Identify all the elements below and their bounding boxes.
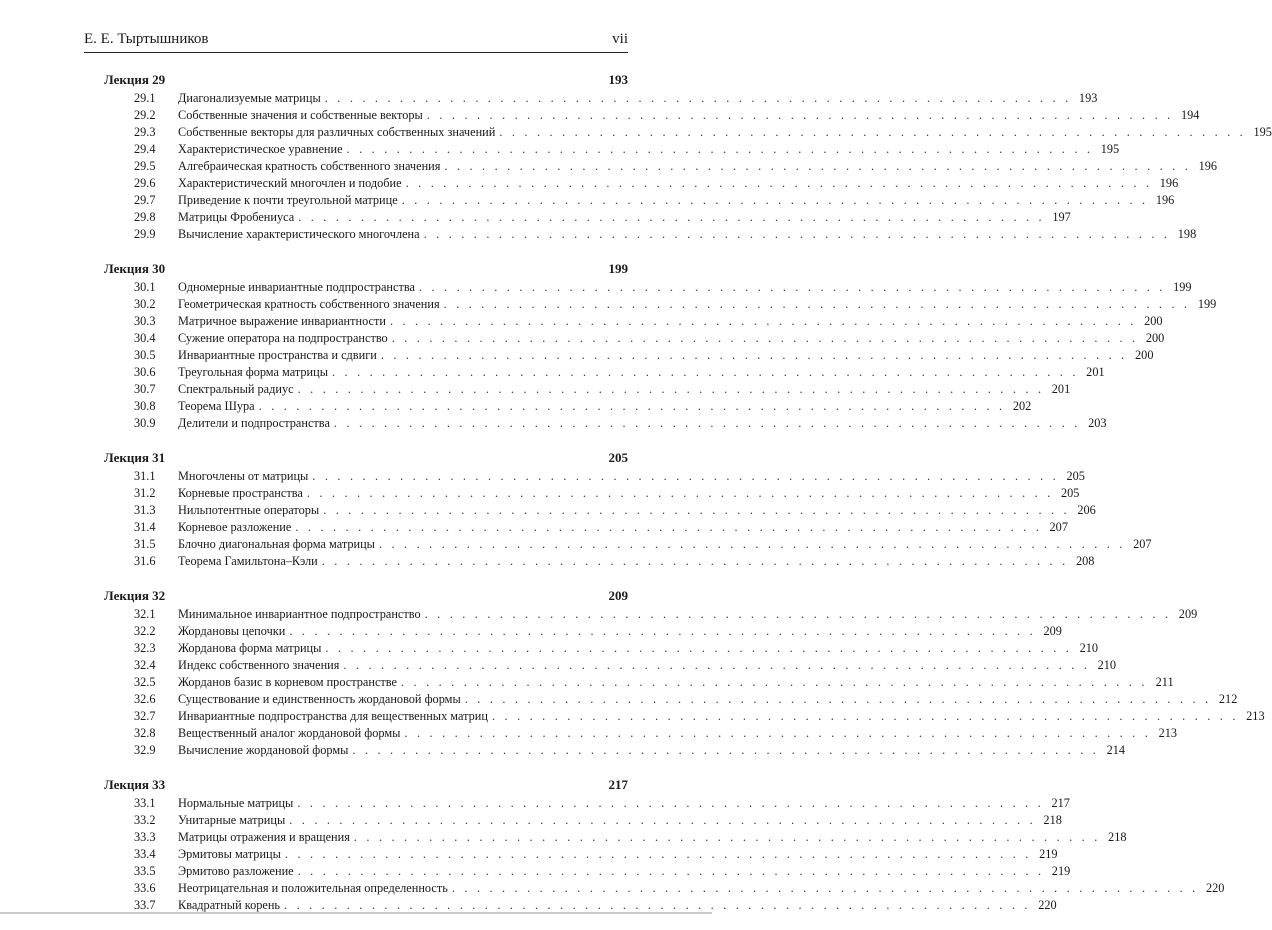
header-author: Е. Е. Тыртышников: [84, 31, 209, 47]
dot-leader: . . . . . . . . . . . . . . . . . . . . . . . . . . . . . . . . . . . . . . . . . . . . . . . . . . . . . . . . . . . .: [258, 399, 1006, 413]
section-number: 32.3: [134, 641, 156, 655]
dot-leader: . . . . . . . . . . . . . . . . . . . . . . . . . . . . . . . . . . . . . . . . . . . . . . . . . . . . . . . . . . . .: [312, 469, 1059, 483]
dot-leader: . . . . . . . . . . . . . . . . . . . . . . . . . . . . . . . . . . . . . . . . . . . . . . . . . . . . . . . . . . . .: [297, 382, 1045, 396]
dot-leader: . . . . . . . . . . . . . . . . . . . . . . . . . . . . . . . . . . . . . . . . . . . . . . . . . . . . . . . . . . . .: [491, 709, 1239, 723]
section-page: 218: [1043, 813, 1062, 827]
lecture-page: 205: [608, 450, 628, 465]
lecture-title: Лекция 33: [104, 777, 166, 792]
section-title: Эрмитово разложение: [178, 864, 294, 878]
section-number: 33.4: [134, 847, 156, 861]
section-title: Жордановы цепочки: [178, 624, 286, 638]
section-page: 206: [1077, 503, 1096, 517]
section-number: 31.4: [134, 520, 156, 534]
section-number: 29.2: [134, 108, 156, 122]
dot-leader: . . . . . . . . . . . . . . . . . . . . . . . . . . . . . . . . . . . . . . . . . . . . . . . . . . . . . . . . . . . .: [499, 125, 1246, 139]
section-title: Треугольная форма матрицы: [178, 365, 328, 379]
section-title: Алгебраическая кратность собственного значения: [178, 159, 441, 173]
dot-leader: . . . . . . . . . . . . . . . . . . . . . . . . . . . . . . . . . . . . . . . . . . . . . . . . . . . . . . . . . . . .: [352, 743, 1100, 757]
lecture-block: [104, 259, 1217, 432]
toc-entry[interactable]: [104, 347, 1154, 364]
section-title: Диагонализуемые матрицы: [178, 91, 321, 105]
section-page: 200: [1135, 348, 1154, 362]
toc-entry[interactable]: [104, 553, 1095, 570]
dot-leader: . . . . . . . . . . . . . . . . . . . . . . . . . . . . . . . . . . . . . . . . . . . . . . . . . . . . . . . . . . . .: [297, 796, 1044, 810]
section-number: 32.5: [134, 675, 156, 689]
toc-entry[interactable]: [104, 863, 1071, 880]
section-title: Вычисление жордановой формы: [178, 743, 349, 757]
section-title: Спектральный радиус: [178, 382, 294, 396]
section-number: 32.6: [134, 692, 156, 706]
section-title: Нормальные матрицы: [178, 796, 294, 810]
section-page: 200: [1144, 314, 1163, 328]
section-number: 32.7: [134, 709, 156, 723]
toc-entry[interactable]: [104, 209, 1071, 226]
toc-entry[interactable]: [104, 657, 1117, 674]
dot-leader: . . . . . . . . . . . . . . . . . . . . . . . . . . . . . . . . . . . . . . . . . . . . . . . . . . . . . . . . . . . .: [404, 726, 1152, 740]
lecture-title: Лекция 30: [104, 261, 166, 276]
lecture-heading[interactable]: [104, 259, 628, 279]
section-number: 31.2: [134, 486, 156, 500]
dot-leader: . . . . . . . . . . . . . . . . . . . . . . . . . . . . . . . . . . . . . . . . . . . . . . . . . . . . . . . . . . . .: [298, 210, 1045, 224]
section-number: 29.9: [134, 227, 156, 241]
dot-leader: . . . . . . . . . . . . . . . . . . . . . . . . . . . . . . . . . . . . . . . . . . . . . . . . . . . . . . . . . . . .: [353, 830, 1101, 844]
toc-entry[interactable]: [104, 725, 1178, 742]
section-page: 210: [1079, 641, 1099, 655]
section-page: 219: [1051, 864, 1071, 878]
toc-entry[interactable]: [104, 415, 1107, 432]
section-page: 201: [1051, 382, 1071, 396]
dot-leader: . . . . . . . . . . . . . . . . . . . . . . . . . . . . . . . . . . . . . . . . . . . . . . . . . . . . . . . . . . . .: [284, 847, 1032, 861]
toc-entry[interactable]: [104, 502, 1096, 519]
section-title: Квадратный корень: [178, 898, 281, 912]
toc-entry[interactable]: [104, 330, 1165, 347]
section-page: 201: [1086, 365, 1105, 379]
section-page: 199: [1173, 280, 1192, 294]
lecture-block: [104, 448, 1152, 570]
lecture-page: 199: [608, 261, 628, 276]
section-title: Характеристическое уравнение: [178, 142, 343, 156]
dot-leader: . . . . . . . . . . . . . . . . . . . . . . . . . . . . . . . . . . . . . . . . . . . . . . . . . . . . . . . . . . . .: [464, 692, 1212, 706]
header-page-number: vii: [612, 31, 628, 47]
dot-leader: . . . . . . . . . . . . . . . . . . . . . . . . . . . . . . . . . . . . . . . . . . . . . . . . . . . . . . . . . . . .: [306, 486, 1054, 500]
toc-entry[interactable]: [104, 880, 1225, 897]
section-title: Нильпотентные операторы: [178, 503, 320, 517]
section-number: 29.1: [134, 91, 156, 105]
lecture-title: Лекция 31: [104, 450, 166, 465]
section-number: 29.8: [134, 210, 156, 224]
toc-entry[interactable]: [104, 795, 1070, 812]
section-title: Теорема Гамильтона–Кэли: [178, 554, 318, 568]
toc-entry[interactable]: [104, 381, 1071, 398]
section-title: Вычисление характеристического многочлена: [178, 227, 420, 241]
toc-entry[interactable]: [104, 124, 1272, 141]
toc-entry[interactable]: [104, 812, 1062, 829]
section-page: 203: [1088, 416, 1107, 430]
section-title: Жорданова форма матрицы: [178, 641, 322, 655]
section-title: Минимальное инвариантное подпространство: [178, 607, 421, 621]
toc-entry[interactable]: [104, 829, 1127, 846]
dot-leader: . . . . . . . . . . . . . . . . . . . . . . . . . . . . . . . . . . . . . . . . . . . . . . . . . . . . . . . . . . . .: [444, 159, 1192, 173]
section-number: 31.5: [134, 537, 156, 551]
table-of-contents: [104, 70, 1272, 930]
section-title: Характеристический многочлен и подобие: [178, 176, 402, 190]
section-page: 214: [1106, 743, 1126, 757]
section-title: Сужение оператора на подпространство: [178, 331, 388, 345]
section-title: Приведение к почти треугольной матрице: [178, 193, 398, 207]
dot-leader: . . . . . . . . . . . . . . . . . . . . . . . . . . . . . . . . . . . . . . . . . . . . . . . . . . . . . . . . . . . .: [284, 898, 1031, 912]
section-page: 210: [1097, 658, 1117, 672]
section-page: 195: [1100, 142, 1120, 156]
lecture-block: [104, 775, 1225, 914]
section-title: Собственные векторы для различных собственных значений: [178, 125, 496, 139]
toc-entry[interactable]: [104, 485, 1080, 502]
section-number: 33.7: [134, 898, 156, 912]
dot-leader: . . . . . . . . . . . . . . . . . . . . . . . . . . . . . . . . . . . . . . . . . . . . . . . . . . . . . . . . . . . .: [391, 331, 1139, 345]
section-number: 33.3: [134, 830, 156, 844]
section-page: 209: [1043, 624, 1062, 638]
section-page: 197: [1052, 210, 1071, 224]
section-number: 30.7: [134, 382, 156, 396]
section-number: 31.3: [134, 503, 156, 517]
dot-leader: . . . . . . . . . . . . . . . . . . . . . . . . . . . . . . . . . . . . . . . . . . . . . . . . . . . . . . . . . . . .: [289, 624, 1036, 638]
section-number: 30.8: [134, 399, 156, 413]
toc-entry[interactable]: [104, 296, 1217, 313]
toc-entry[interactable]: [104, 708, 1265, 725]
section-title: Делители и подпространства: [178, 416, 330, 430]
section-number: 32.1: [134, 607, 156, 621]
dot-leader: . . . . . . . . . . . . . . . . . . . . . . . . . . . . . . . . . . . . . . . . . . . . . . . . . . . . . . . . . . . .: [401, 193, 1149, 207]
dot-leader: . . . . . . . . . . . . . . . . . . . . . . . . . . . . . . . . . . . . . . . . . . . . . . . . . . . . . . . . . . . .: [289, 813, 1036, 827]
section-page: 205: [1061, 486, 1080, 500]
toc-entry[interactable]: [104, 279, 1192, 296]
section-title: Вещественный аналог жордановой формы: [178, 726, 401, 740]
section-title: Существование и единственность жордановой формы: [178, 692, 461, 706]
section-page: 199: [1197, 297, 1217, 311]
section-page: 212: [1218, 692, 1238, 706]
toc-entry[interactable]: [104, 398, 1032, 415]
section-title: Одномерные инвариантные подпространства: [178, 280, 415, 294]
dot-leader: . . . . . . . . . . . . . . . . . . . . . . . . . . . . . . . . . . . . . . . . . . . . . . . . . . . . . . . . . . . .: [418, 280, 1166, 294]
section-title: Инвариантные подпространства для вещественных матриц: [178, 709, 488, 723]
section-number: 30.2: [134, 297, 156, 311]
section-page: 195: [1253, 125, 1272, 139]
section-page: 211: [1155, 675, 1174, 689]
lecture-heading[interactable]: [104, 775, 628, 795]
section-page: 209: [1178, 607, 1198, 621]
section-number: 29.4: [134, 142, 156, 156]
toc-entry[interactable]: [104, 158, 1218, 175]
section-number: 33.5: [134, 864, 156, 878]
section-title: Блочно диагональная форма матрицы: [178, 537, 375, 551]
section-number: 30.1: [134, 280, 156, 294]
section-page: 213: [1158, 726, 1178, 740]
section-page: 194: [1180, 108, 1200, 122]
dot-leader: . . . . . . . . . . . . . . . . . . . . . . . . . . . . . . . . . . . . . . . . . . . . . . . . . . . . . . . . . . . .: [295, 520, 1042, 534]
dot-leader: . . . . . . . . . . . . . . . . . . . . . . . . . . . . . . . . . . . . . . . . . . . . . . . . . . . . . . . . . . . .: [323, 503, 1070, 517]
toc-entry[interactable]: [104, 623, 1062, 640]
toc-entry[interactable]: [104, 468, 1085, 485]
section-title: Корневые пространства: [178, 486, 303, 500]
dot-leader: . . . . . . . . . . . . . . . . . . . . . . . . . . . . . . . . . . . . . . . . . . . . . . . . . . . . . . . . . . . .: [405, 176, 1153, 190]
section-page: 208: [1075, 554, 1095, 568]
section-page: 196: [1155, 193, 1175, 207]
section-number: 32.8: [134, 726, 156, 740]
toc-entry[interactable]: [104, 364, 1105, 381]
section-number: 29.7: [134, 193, 156, 207]
section-title: Жорданов базис в корневом пространстве: [178, 675, 397, 689]
dot-leader: . . . . . . . . . . . . . . . . . . . . . . . . . . . . . . . . . . . . . . . . . . . . . . . . . . . . . . . . . . . .: [378, 537, 1126, 551]
section-number: 33.6: [134, 881, 156, 895]
section-title: Инвариантные пространства и сдвиги: [178, 348, 377, 362]
toc-entry[interactable]: [104, 226, 1197, 243]
dot-leader: . . . . . . . . . . . . . . . . . . . . . . . . . . . . . . . . . . . . . . . . . . . . . . . . . . . . . . . . . . . .: [331, 365, 1079, 379]
lecture-page: 209: [608, 588, 628, 603]
section-title: Собственные значения и собственные векторы: [178, 108, 423, 122]
toc-entry[interactable]: [104, 691, 1238, 708]
toc-entry[interactable]: [104, 742, 1126, 759]
section-page: 207: [1133, 537, 1152, 551]
section-title: Индекс собственного значения: [178, 658, 340, 672]
dot-leader: . . . . . . . . . . . . . . . . . . . . . . . . . . . . . . . . . . . . . . . . . . . . . . . . . . . . . . . . . . . .: [325, 641, 1073, 655]
toc-entry[interactable]: [104, 640, 1099, 657]
section-title: Матрицы Фробениуса: [178, 210, 295, 224]
toc-entry[interactable]: [104, 107, 1200, 124]
page-bottom-edge: [0, 912, 712, 914]
section-number: 29.3: [134, 125, 156, 139]
section-page: 219: [1039, 847, 1058, 861]
section-title: Многочлены от матрицы: [178, 469, 309, 483]
section-number: 32.4: [134, 658, 156, 672]
dot-leader: . . . . . . . . . . . . . . . . . . . . . . . . . . . . . . . . . . . . . . . . . . . . . . . . . . . . . . . . . . . .: [389, 314, 1137, 328]
toc-entry[interactable]: [104, 90, 1098, 107]
section-page: 196: [1198, 159, 1218, 173]
dot-leader: . . . . . . . . . . . . . . . . . . . . . . . . . . . . . . . . . . . . . . . . . . . . . . . . . . . . . . . . . . . .: [321, 554, 1069, 568]
section-page: 207: [1049, 520, 1068, 534]
section-title: Матричное выражение инвариантности: [178, 314, 386, 328]
dot-leader: . . . . . . . . . . . . . . . . . . . . . . . . . . . . . . . . . . . . . . . . . . . . . . . . . . . . . . . . . . . .: [443, 297, 1191, 311]
section-number: 31.1: [134, 469, 156, 483]
section-title: Унитарные матрицы: [178, 813, 286, 827]
section-number: 30.9: [134, 416, 156, 430]
dot-leader: . . . . . . . . . . . . . . . . . . . . . . . . . . . . . . . . . . . . . . . . . . . . . . . . . . . . . . . . . . . .: [380, 348, 1128, 362]
toc-entry[interactable]: [104, 141, 1120, 158]
dot-leader: . . . . . . . . . . . . . . . . . . . . . . . . . . . . . . . . . . . . . . . . . . . . . . . . . . . . . . . . . . . .: [324, 91, 1072, 105]
section-title: Корневое разложение: [178, 520, 292, 534]
section-number: 30.5: [134, 348, 156, 362]
section-number: 29.5: [134, 159, 156, 173]
section-page: 213: [1246, 709, 1265, 723]
section-page: 196: [1159, 176, 1179, 190]
header-rule: [84, 52, 628, 53]
section-page: 202: [1012, 399, 1032, 413]
section-number: 33.2: [134, 813, 156, 827]
dot-leader: . . . . . . . . . . . . . . . . . . . . . . . . . . . . . . . . . . . . . . . . . . . . . . . . . . . . . . . . . . . .: [343, 658, 1091, 672]
section-title: Неотрицательная и положительная определенность: [178, 881, 448, 895]
lecture-page: 193: [608, 72, 628, 87]
toc-entry[interactable]: [104, 313, 1163, 330]
dot-leader: . . . . . . . . . . . . . . . . . . . . . . . . . . . . . . . . . . . . . . . . . . . . . . . . . . . . . . . . . . . .: [400, 675, 1148, 689]
toc-entry[interactable]: [104, 175, 1179, 192]
lecture-heading[interactable]: [104, 448, 628, 468]
section-number: 31.6: [134, 554, 156, 568]
toc-entry[interactable]: [104, 674, 1174, 691]
lecture-page: 217: [608, 777, 628, 792]
section-title: Матрицы отражения и вращения: [178, 830, 350, 844]
toc-entry[interactable]: [104, 606, 1198, 623]
section-number: 33.1: [134, 796, 156, 810]
toc-entry[interactable]: [104, 846, 1058, 863]
dot-leader: . . . . . . . . . . . . . . . . . . . . . . . . . . . . . . . . . . . . . . . . . . . . . . . . . . . . . . . . . . . .: [423, 227, 1171, 241]
lecture-title: Лекция 32: [104, 588, 166, 603]
lecture-heading[interactable]: [104, 70, 628, 90]
section-page: 218: [1108, 830, 1127, 844]
lecture-block: [104, 70, 1272, 243]
section-page: 200: [1145, 331, 1165, 345]
section-number: 30.6: [134, 365, 156, 379]
section-page: 220: [1038, 898, 1057, 912]
section-title: Геометрическая кратность собственного значения: [178, 297, 440, 311]
section-title: Эрмитовы матрицы: [178, 847, 281, 861]
dot-leader: . . . . . . . . . . . . . . . . . . . . . . . . . . . . . . . . . . . . . . . . . . . . . . . . . . . . . . . . . . . .: [424, 607, 1172, 621]
dot-leader: . . . . . . . . . . . . . . . . . . . . . . . . . . . . . . . . . . . . . . . . . . . . . . . . . . . . . . . . . . . .: [451, 881, 1199, 895]
dot-leader: . . . . . . . . . . . . . . . . . . . . . . . . . . . . . . . . . . . . . . . . . . . . . . . . . . . . . . . . . . . .: [346, 142, 1094, 156]
running-header: [84, 30, 628, 48]
toc-entry[interactable]: [104, 192, 1175, 209]
section-number: 32.2: [134, 624, 156, 638]
section-number: 32.9: [134, 743, 156, 757]
lecture-title: Лекция 29: [104, 72, 166, 87]
lecture-block: [104, 586, 1265, 759]
section-title: Теорема Шура: [178, 399, 255, 413]
section-number: 30.4: [134, 331, 156, 345]
section-page: 217: [1051, 796, 1070, 810]
dot-leader: . . . . . . . . . . . . . . . . . . . . . . . . . . . . . . . . . . . . . . . . . . . . . . . . . . . . . . . . . . . .: [333, 416, 1081, 430]
toc-entry[interactable]: [104, 519, 1068, 536]
dot-leader: . . . . . . . . . . . . . . . . . . . . . . . . . . . . . . . . . . . . . . . . . . . . . . . . . . . . . . . . . . . .: [297, 864, 1045, 878]
lecture-heading[interactable]: [104, 586, 628, 606]
section-page: 205: [1066, 469, 1085, 483]
section-number: 30.3: [134, 314, 156, 328]
dot-leader: . . . . . . . . . . . . . . . . . . . . . . . . . . . . . . . . . . . . . . . . . . . . . . . . . . . . . . . . . . . .: [426, 108, 1174, 122]
section-number: 29.6: [134, 176, 156, 190]
section-page: 220: [1206, 881, 1225, 895]
section-page: 193: [1078, 91, 1098, 105]
section-page: 198: [1177, 227, 1197, 241]
toc-entry[interactable]: [104, 536, 1152, 553]
